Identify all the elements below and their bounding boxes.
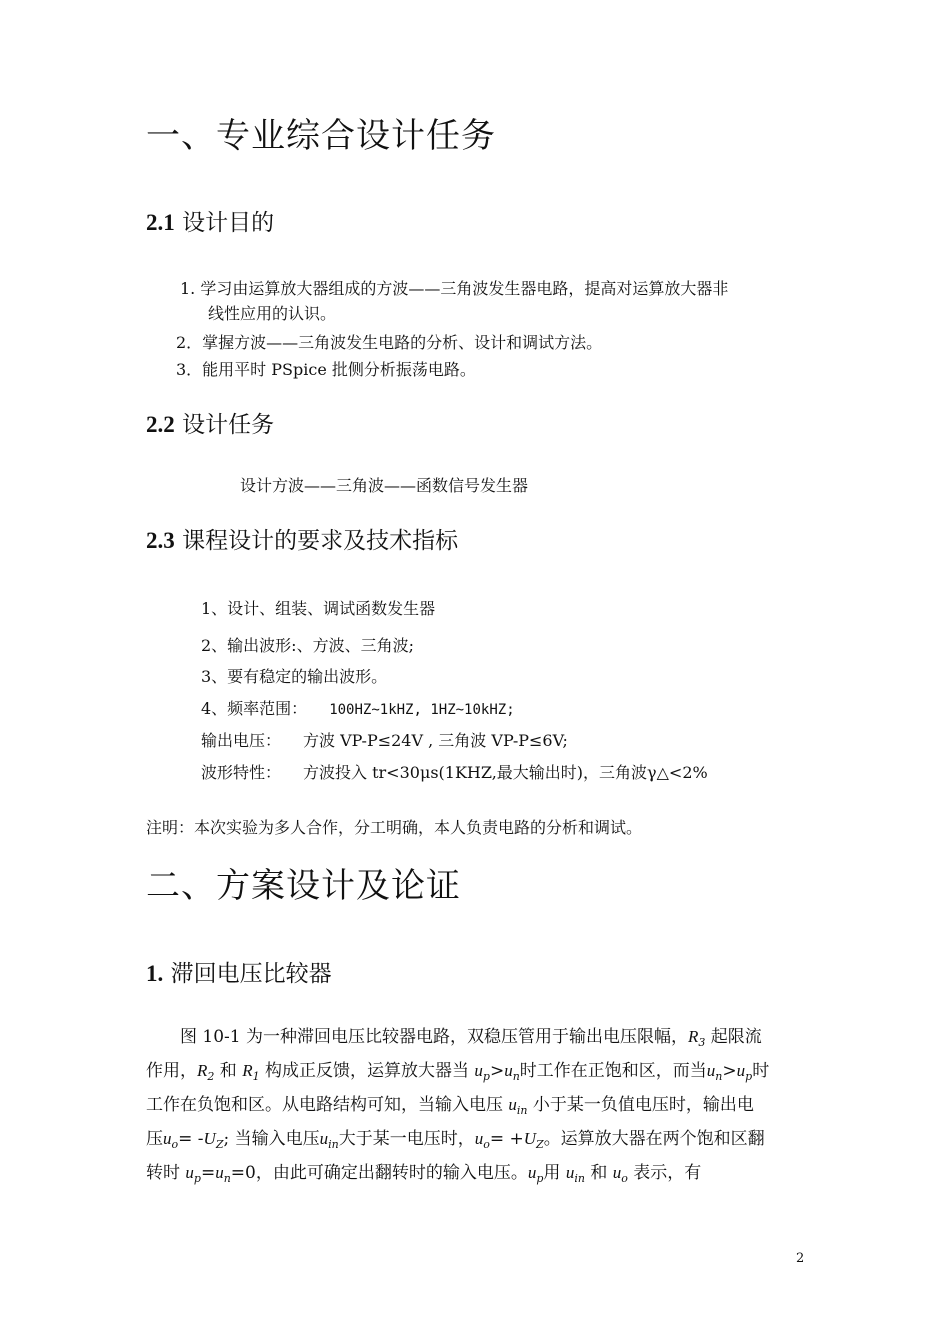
heading-2-2: 2.2 设计任务	[146, 412, 275, 438]
note-text: 注明：本次实验为多人合作，分工明确，本人负责电路的分析和调试。	[146, 818, 643, 837]
purpose-item-1: 1. 学习由运算放大器组成的方波——三角波发生器电路，提高对运算放大器非	[180, 279, 729, 298]
purpose-item-1-cont: 线性应用的认识。	[208, 304, 337, 323]
req-4: 4、频率范围： 100HZ~1kHZ, 1HZ~10kHZ;	[201, 699, 515, 718]
heading-section-1: 一、专业综合设计任务	[146, 116, 496, 156]
heading-2-3: 2.3 课程设计的要求及技术指标	[146, 528, 459, 554]
req-waveform: 波形特性： 方波投入 tr<30μs(1KHZ,最大输出时)，三角波γ△<2%	[201, 763, 708, 782]
req-1: 1、设计、组装、调试函数发生器	[201, 599, 436, 618]
req-2: 2、输出波形:、方波、三角波;	[201, 636, 414, 655]
task-text: 设计方波——三角波——函数信号发生器	[240, 476, 529, 495]
heading-2-1: 2.1 设计目的	[146, 210, 275, 236]
req-output-voltage: 输出电压： 方波 VP-P≤24V , 三角波 VP-P≤6V;	[201, 731, 568, 750]
heading-2-4: 1. 滞回电压比较器	[146, 961, 332, 987]
purpose-item-2: 2．掌握方波——三角波发生电路的分析、设计和调试方法。	[176, 333, 603, 352]
heading-section-2: 二、方案设计及论证	[146, 866, 461, 906]
purpose-item-3: 3．能用平时 PSpice 批侧分析振荡电路。	[176, 360, 476, 379]
page-number: 2	[796, 1251, 805, 1266]
body-paragraph: 图 10-1 为一种滞回电压比较器电路，双稳压管用于输出电压限幅，$R_3$ 起限流 作用，$R_2$ 和 $R_1$ 构成正反馈，运算放大器当 $u_p>u_n$时工作在正饱和区，而当$u_n>u_p$时 工作在负饱和区。从电路结构可知，当输入电压 $u_{in}$ 小于某一负值电压时，输出电 压$u_o= -U_Z$; 当输入电压$u_{in}$大于某一电压时，$u_o= +U_Z$。运算放大器在两个饱和区翻 转时 $u_p=u_n=0$，由此可确定出翻转时的输入电压。$u_p$用 $u_{in}$ 和 $u_o$ 表示，有	[146, 1027, 770, 1185]
req-3: 3、要有稳定的输出波形。	[201, 667, 388, 686]
